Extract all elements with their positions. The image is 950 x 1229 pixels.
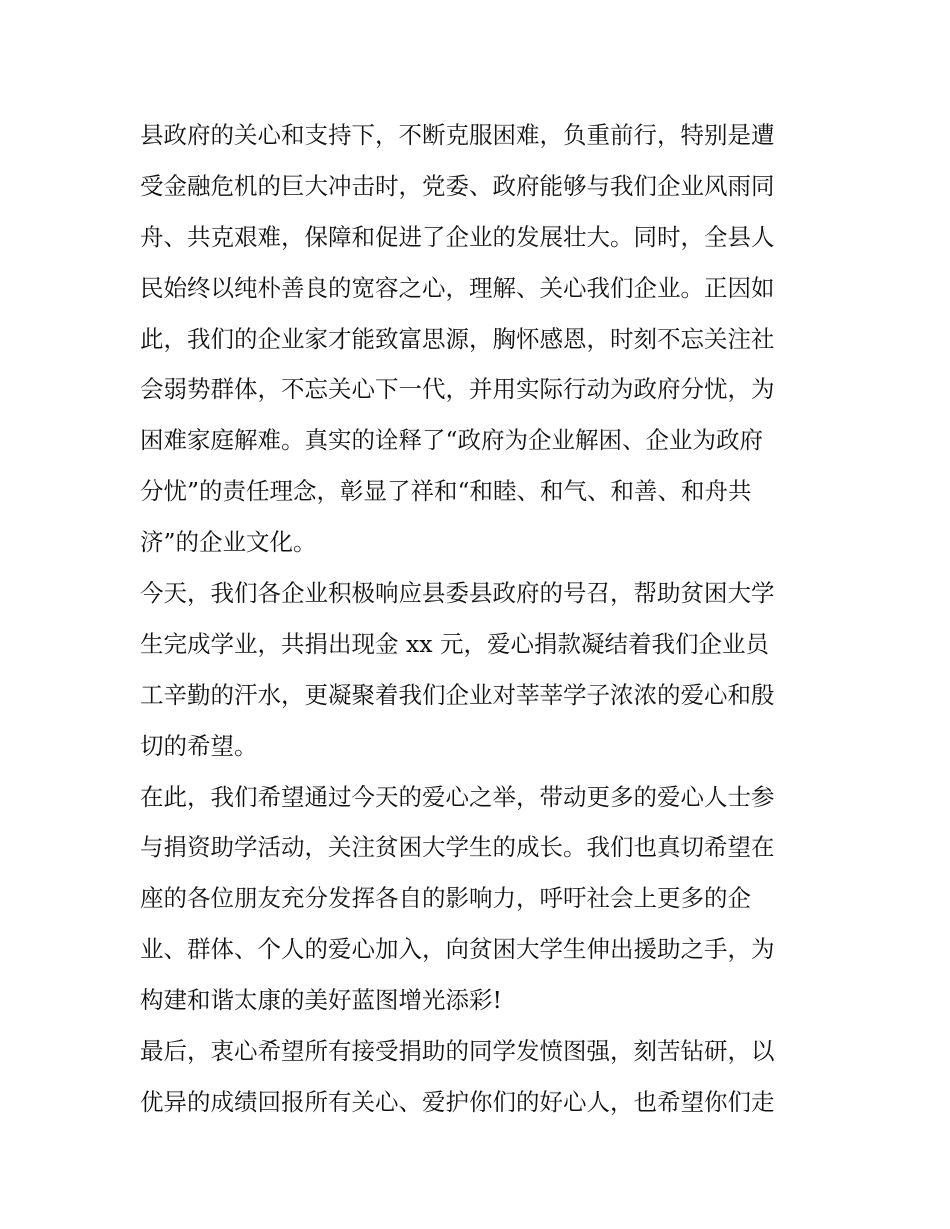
text-line: 优异的成绩回报所有关心、爱护你们的好心人，也希望你们走 (140, 1087, 775, 1116)
document-body (140, 110, 820, 1128)
text-line: 构建和谐太康的美好蓝图增光添彩! (140, 986, 502, 1015)
paragraph-1 (140, 110, 820, 568)
text-line: 受金融危机的巨大冲击时，党委、政府能够与我们企业风雨同 (140, 171, 775, 200)
text-line: 此，我们的企业家才能致富思源，胸怀感恩，时刻不忘关注社 (140, 324, 775, 353)
text-line: 工辛勤的汗水，更凝聚着我们企业对莘莘学子浓浓的爱心和殷 (140, 680, 775, 709)
text-line: 座的各位朋友充分发挥各自的影响力，呼吁社会上更多的企 (140, 884, 751, 913)
paragraph-4 (140, 1026, 820, 1128)
paragraph-2 (140, 568, 820, 772)
text-line: 困难家庭解难。真实的诠释了“政府为企业解困、企业为政府 (140, 426, 764, 455)
text-line: 最后，衷心希望所有接受捐助的同学发愤图强，刻苦钻研，以 (140, 1037, 775, 1066)
text-line: 济”的企业文化。 (140, 528, 317, 557)
text-line: 民始终以纯朴善良的宽容之心，理解、关心我们企业。正因如 (140, 273, 775, 302)
text-line: 会弱势群体，不忘关心下一代，并用实际行动为政府分忧，为 (140, 375, 775, 404)
text-line: 切的希望。 (140, 731, 258, 760)
text-line: 业、群体、个人的爱心加入，向贫困大学生伸出援助之手，为 (140, 935, 775, 964)
text-line: 县政府的关心和支持下，不断克服困难，负重前行，特别是遭 (140, 121, 775, 149)
text-line: 在此，我们希望通过今天的爱心之举，带动更多的爱心人士参 (140, 782, 775, 811)
text-line: 舟、共克艰难，保障和促进了企业的发展壮大。同时，全县人 (140, 222, 775, 251)
text-line: 生完成学业，共捐出现金 xx 元，爱心捐款凝结着我们企业员 (140, 629, 769, 658)
text-line: 分忧”的责任理念，彰显了祥和“和睦、和气、和善、和舟共 (140, 477, 752, 506)
text-line: 今天，我们各企业积极响应县委县政府的号召，帮助贫困大学 (140, 579, 775, 608)
text-line: 与捐资助学活动，关注贫困大学生的成长。我们也真切希望在 (140, 833, 775, 862)
paragraph-3 (140, 772, 820, 1026)
